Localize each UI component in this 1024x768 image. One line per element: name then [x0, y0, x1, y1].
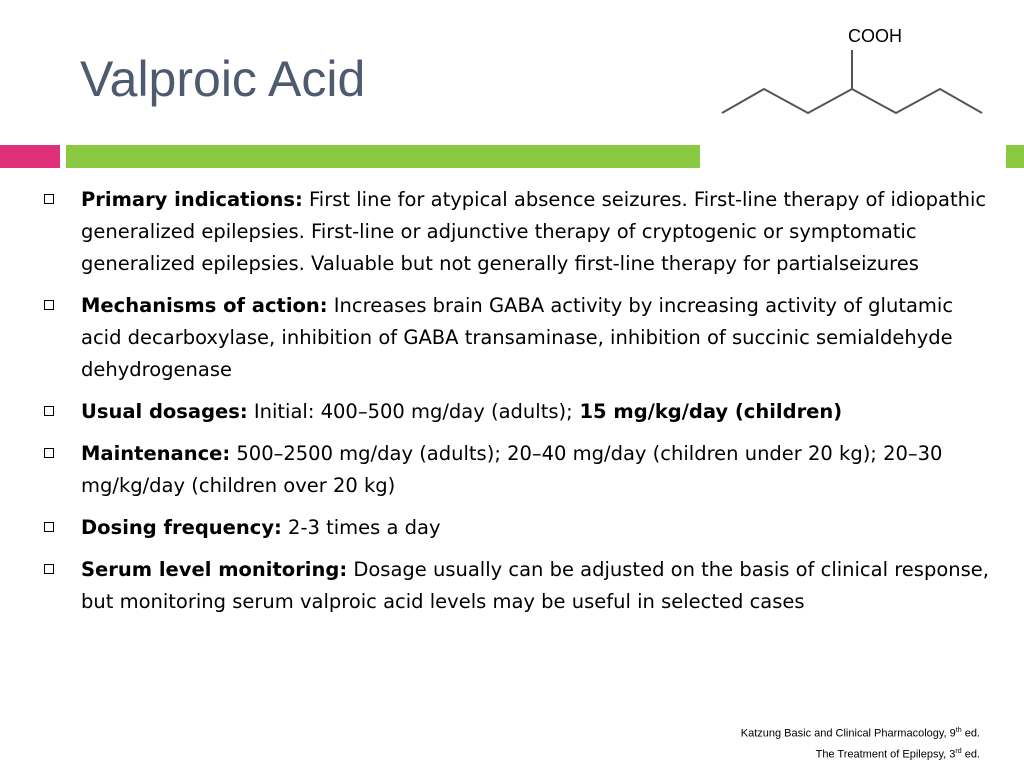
cooh-label: COOH [848, 26, 902, 46]
bullet-text: 2-3 times a day [281, 516, 441, 539]
reference-katzung [741, 722, 980, 743]
bullet-mechanisms-of-action [44, 290, 992, 386]
bullet-bold-text: 15 mg/kg/day (children) [572, 400, 843, 423]
bullet-square-icon [44, 406, 54, 416]
bullet-square-icon [44, 448, 54, 458]
bullet-label: Primary indications: [81, 188, 303, 211]
reference-text: The Treatment of Epilepsy, 3 [815, 748, 956, 761]
bullet-serum-level-monitoring [44, 554, 992, 618]
reference-superscript: th [955, 727, 962, 734]
accent-bar-green-right [1006, 145, 1024, 168]
bullet-text: First line for atypical absence seizures. First-line therapy of idiopathic generalized epilepsies. First-line or adjunctive therapy of cryptogenic or symptomatic generalized epilepsies. Valuable but not generally first-line therapy for partialseizures [81, 188, 987, 275]
references [741, 722, 980, 763]
bullet-label: Mechanisms of action: [81, 294, 328, 317]
bullet-text: Dosage usually can be adjusted on the basis of clinical response, but monitoring serum valproic acid levels may be useful in selected cases [81, 558, 989, 613]
reference-suffix: ed. [961, 727, 980, 740]
bullet-primary-indications [44, 184, 992, 280]
bullet-label: Usual dosages: [81, 400, 248, 423]
bullet-square-icon [44, 564, 54, 574]
bullet-text: 500–2500 mg/day (adults); 20–40 mg/day (children under 20 kg); 20–30 mg/kg/day (children over 20 kg) [81, 442, 943, 497]
carbon-skeleton [722, 89, 982, 113]
bullet-label: Serum level monitoring: [81, 558, 348, 581]
reference-text: Katzung Basic and Clinical Pharmacology, 9 [740, 727, 956, 740]
bullet-square-icon [44, 522, 54, 532]
accent-bar-pink [0, 145, 60, 168]
bullet-maintenance [44, 438, 992, 502]
bullet-square-icon [44, 194, 54, 204]
bullet-text: Increases brain GABA activity by increasing activity of glutamic acid decarboxylase, inhibition of GABA transaminase, inhibition of succinic semialdehyde dehydrogenase [81, 294, 954, 381]
bullet-square-icon [44, 300, 54, 310]
valproic-acid-structure [716, 20, 996, 130]
bullet-usual-dosages [44, 396, 992, 428]
bullet-list [44, 184, 992, 628]
reference-suffix: ed. [961, 748, 980, 761]
bullet-label: Maintenance: [81, 442, 231, 465]
bullet-text: Initial: 400–500 mg/day (adults); [247, 400, 573, 423]
accent-bar-green [66, 145, 700, 168]
reference-superscript: rd [955, 747, 962, 755]
reference-epilepsy [741, 743, 980, 764]
bullet-label: Dosing frequency: [81, 516, 282, 539]
bullet-dosing-frequency [44, 512, 992, 544]
slide-title: Valproic Acid [80, 51, 366, 107]
